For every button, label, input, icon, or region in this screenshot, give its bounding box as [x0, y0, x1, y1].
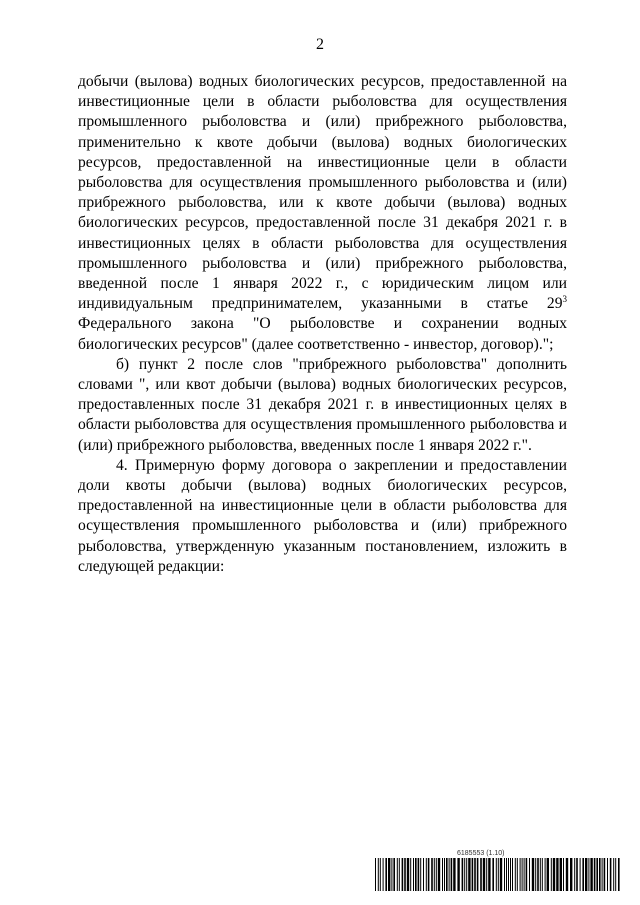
- barcode-bar: [451, 858, 453, 891]
- barcode-bar: [599, 858, 601, 891]
- barcode-bar: [446, 858, 448, 891]
- paragraph-4: 4. Примерную форму договора о закреплении и предоставлении доли квоты добычи (вылова) водных биологических ресурсов, предоставленной на инвестиционные цели в области рыболовства для осуществления промышленного рыболовства и (или) прибрежного рыболовства, утвержденную указанным постановлением, изложить в следующей редакции:: [78, 456, 567, 575]
- barcode-bar: [480, 858, 482, 891]
- barcode-bar: [426, 858, 427, 891]
- barcode-bar: [375, 858, 376, 891]
- barcode-bar: [542, 858, 543, 891]
- document-body: [78, 72, 567, 577]
- barcode-bar: [407, 858, 409, 891]
- barcode-bar: [551, 858, 552, 891]
- barcode-bar: [545, 858, 546, 891]
- barcode-bar: [397, 858, 398, 891]
- barcode-bar: [431, 858, 433, 891]
- barcode-bar: [444, 858, 445, 891]
- barcode-bar: [378, 858, 379, 891]
- barcode-bar: [423, 858, 424, 891]
- barcode-bar: [466, 858, 467, 891]
- barcode-bar: [529, 858, 530, 891]
- barcode-bar: [582, 858, 584, 891]
- barcode-bar: [594, 858, 596, 891]
- barcode-bar: [560, 858, 562, 891]
- barcode-bar: [566, 858, 568, 891]
- barcode-bar: [576, 858, 578, 891]
- barcode-bar: [506, 858, 507, 891]
- barcode-bar: [613, 858, 614, 891]
- barcode-bar: [385, 858, 387, 891]
- barcode-bar: [615, 858, 616, 891]
- barcode-bar: [472, 858, 474, 891]
- barcode-bar: [399, 858, 400, 891]
- barcode-bar: [604, 858, 606, 891]
- barcode-bar: [563, 858, 564, 891]
- barcode-bar: [508, 858, 509, 891]
- barcode-bar: [404, 858, 406, 891]
- barcode-bar: [402, 858, 404, 891]
- barcode-bar: [388, 858, 390, 891]
- barcode-bar: [449, 858, 450, 891]
- barcode-bar: [438, 858, 440, 891]
- barcode-bar: [532, 858, 534, 891]
- barcode-bar: [540, 858, 541, 891]
- barcode-bar: [436, 858, 437, 891]
- barcode-bar: [457, 858, 459, 891]
- barcode-bar: [486, 858, 487, 891]
- barcode-bar: [524, 858, 525, 891]
- barcode-bar: [556, 858, 558, 891]
- barcode-bar: [515, 858, 516, 891]
- barcode-bar: [496, 858, 497, 891]
- barcode-bar: [498, 858, 499, 891]
- barcode-bar: [434, 858, 435, 891]
- barcode-bar: [553, 858, 555, 891]
- barcode-bar: [393, 858, 395, 891]
- barcode-bar: [504, 858, 505, 891]
- barcode-bar: [483, 858, 485, 891]
- barcode-bar: [492, 858, 494, 891]
- barcode-bar: [537, 858, 539, 891]
- barcode-bar: [610, 858, 612, 891]
- paragraph-continuation: [78, 72, 567, 355]
- barcode-bar: [428, 858, 430, 891]
- barcode-bar: [453, 858, 455, 891]
- paragraph-b: б) пункт 2 после слов "прибрежного рыболовства" дополнить словами ", или квот добычи (вылова) водных биологических ресурсов, предоставленных после 31 декабря 2021 г. в инвестиционных целях в области рыболовства для осуществления промышленного рыболовства и (или) прибрежного рыболовства, введенных после 1 января 2022 г.".: [78, 355, 567, 454]
- barcode-bar: [520, 858, 521, 891]
- barcode-bar: [391, 858, 392, 891]
- barcode-bar: [596, 858, 598, 891]
- barcode-bar: [468, 858, 470, 891]
- stamp-code: 6185553 (1.10): [457, 850, 505, 857]
- barcode-bar: [588, 858, 589, 891]
- barcode-image: [375, 848, 621, 892]
- barcode-bar: [585, 858, 587, 891]
- barcode-bar: [574, 858, 575, 891]
- barcode-bar: [580, 858, 581, 891]
- barcode-bar: [618, 858, 620, 891]
- page-number: 2: [316, 36, 324, 53]
- barcode-bar: [570, 858, 572, 891]
- barcode-bar: [383, 858, 384, 891]
- barcode-bar: [410, 858, 411, 891]
- barcode-bar: [418, 858, 420, 891]
- barcode-bar: [526, 858, 528, 891]
- barcode-bars: [375, 858, 620, 891]
- barcode-bar: [442, 858, 443, 891]
- barcode-bar: [512, 858, 513, 891]
- barcode-bar: [464, 858, 465, 891]
- barcode-bar: [474, 858, 476, 891]
- barcode-bar: [420, 858, 421, 891]
- barcode-bar: [488, 858, 490, 891]
- barcode-bar: [607, 858, 608, 891]
- barcode-bar: [380, 858, 381, 891]
- paragraph-text: Федерального закона "О рыболовстве и сохранении водных биологических ресурсов" (далее соответственно - инвестор, договор).";: [78, 315, 567, 353]
- barcode-bar: [413, 858, 414, 891]
- barcode-bar: [522, 858, 523, 891]
- superscript: 3: [562, 294, 567, 305]
- barcode-bar: [510, 858, 511, 891]
- barcode-bar: [590, 858, 592, 891]
- barcode-bar: [602, 858, 603, 891]
- barcode-bar: [462, 858, 464, 891]
- barcode-bar: [517, 858, 518, 891]
- barcode-bar: [415, 858, 417, 891]
- paragraph-text: добычи (вылова) водных биологических ресурсов, предоставленной на инвестиционные цели в области рыболовства для осуществления промышленного рыболовства и (или) прибрежного рыболовства, применительно к квоте добычи (вылова) водных биологических ресурсов, предоставленной на инвестиционные цели в области рыболовства для осуществления промышленного рыболовства и (или) прибрежного рыболовства, или к квоте добычи (вылова) водных биологических ресурсов, предоставленной после 31 декабря 2021 г. в инвестиционных целях в области рыболовства для осуществления промышленного рыболовства и (или) прибрежного рыболовства, введенной после 1 января 2022 г., с юридическим лицом или индивидуальным предпринимателем, указанными в статье 29: [78, 73, 567, 313]
- barcode-bar: [477, 858, 479, 891]
- barcode-bar: [547, 858, 549, 891]
- barcode-bar: [500, 858, 502, 891]
- barcode-bar: [535, 858, 536, 891]
